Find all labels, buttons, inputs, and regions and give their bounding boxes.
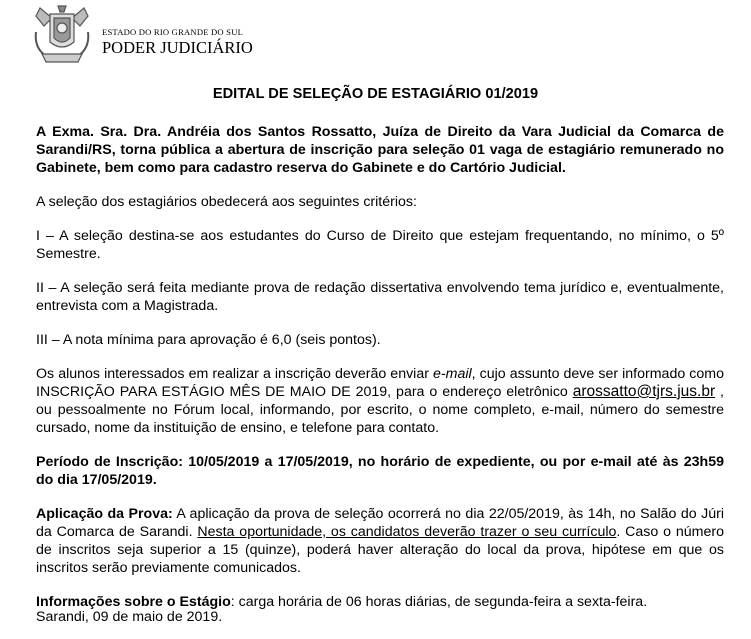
coat-of-arms-icon <box>30 4 94 66</box>
criteria-intro: A seleção dos estagiários obedecerá aos seguintes critérios: <box>36 194 417 210</box>
exam-text-1: A aplicação da prova de seleção ocorrerá no dia 22/05/2019, às 14h, no Salão do Júri da Comarca de Sarandi. <box>36 506 724 540</box>
state-name: ESTADO DO RIO GRANDE DO SUL <box>102 27 244 37</box>
criterion-1: I – A seleção destina-se aos estudantes do Curso de Direito que estejam frequentando, no mínimo, o 5º Semestre. <box>36 228 724 262</box>
exam-label: Aplicação da Prova: <box>36 506 173 522</box>
court-name: PODER JUDICIÁRIO <box>102 38 253 57</box>
signature-date: Sarandi, 09 de maio de 2019. <box>36 609 223 625</box>
exam-underlined-note: Nesta oportunidade, os candidatos deverão trazer o seu currículo <box>197 524 617 540</box>
registration-text-1: Os alunos interessados em realizar a inscrição deverão enviar <box>36 366 434 382</box>
registration-text-3: , ou pessoalmente no Fórum local, informando, por escrito, o nome completo, e-mail, número do semestre cursado, nome da instituição de ensino, e telefone para contato. <box>36 384 724 436</box>
intro-paragraph: A Exma. Sra. Dra. Andréia dos Santos Rossatto, Juíza de Direito da Vara Judicial da Comarca de Sarandi/RS, torna pública a abertura de inscrição para seleção 01 vaga de estagiário remunerado no Gabinete, bem como para cadastro reserva do Gabinete e do Cartório Judicial. <box>36 124 724 176</box>
criterion-3: III – A nota mínima para aprovação é 6,0 (seis pontos). <box>36 332 381 348</box>
registration-text-2: , cujo assunto deve ser informado como INSCRIÇÃO PARA ESTÁGIO MÊS DE MAIO DE 2019, para o endereço eletrônico <box>36 366 724 400</box>
registration-paragraph <box>36 365 724 437</box>
email-word: e-mail <box>433 366 472 382</box>
info-label: Informações sobre o Estágio <box>36 594 231 610</box>
exam-text-2: . Caso o número de inscritos seja superior a 15 (quinze), poderá haver alteração do local da prova, hipótese em que os inscritos serão previamente comunicados. <box>36 524 724 576</box>
document-body <box>36 123 724 627</box>
info-text: : carga horária de 06 horas diárias, de segunda-feira a sexta-feira. <box>230 594 648 610</box>
registration-period: Período de Inscrição: 10/05/2019 a 17/05/2019, no horário de expediente, ou por e-mail até às 23h59 do dia 17/05/2019. <box>36 454 724 488</box>
criterion-2: II – A seleção será feita mediante prova de redação dissertativa envolvendo tema jurídico e, eventualmente, entrevista com a Magistrada. <box>36 280 724 314</box>
email-link[interactable]: arossatto@tjrs.jus.br <box>572 383 716 400</box>
exam-paragraph <box>36 505 724 577</box>
document-title: EDITAL DE SELEÇÃO DE ESTAGIÁRIO 01/2019 <box>212 86 539 102</box>
